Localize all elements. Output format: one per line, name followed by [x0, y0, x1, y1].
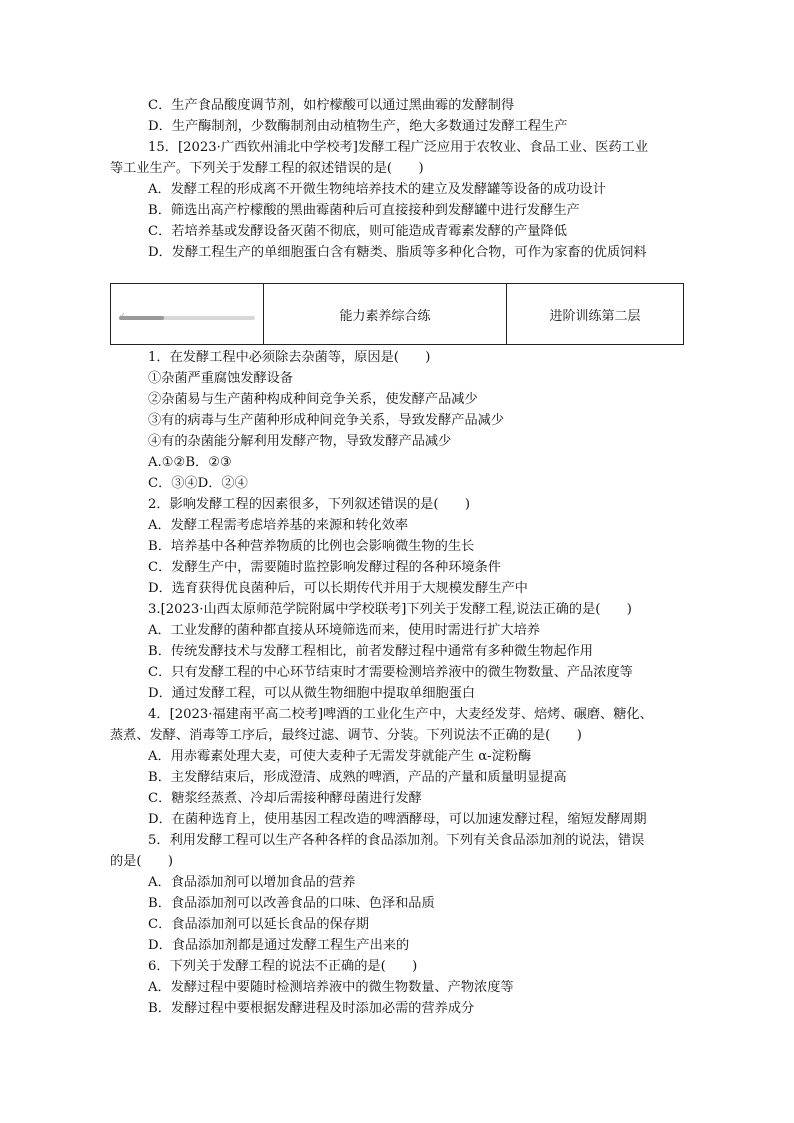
text-line: D．选育获得优良菌种后，可以长期传代并用于大规模发酵生产中	[148, 581, 528, 596]
text-line: A．发酵工程的形成离不开微生物纯培养技术的建立及发酵罐等设备的成功设计	[148, 182, 606, 197]
text-line: C．生产食品酸度调节剂，如柠檬酸可以通过黑曲霉的发酵制得	[148, 98, 515, 113]
text-line: ①杂菌严重腐蚀发酵设备	[148, 371, 294, 386]
text-line: B．发酵过程中要根据发酵进程及时添加必需的营养成分	[148, 1001, 475, 1016]
progress-bar	[119, 316, 255, 320]
text-line: B．主发酵结束后，形成澄清、成熟的啤酒，产品的产量和质量明显提高	[148, 770, 567, 785]
text-line: B．食品添加剂可以改善食品的口味、色泽和品质	[148, 896, 435, 911]
section-header	[110, 283, 684, 345]
text-line: B．筛选出高产柠檬酸的黑曲霉菌种后可直接接种到发酵罐中进行发酵生产	[148, 203, 580, 218]
text-line: ②杂菌易与生产菌种构成种间竞争关系，使发酵产品减少	[148, 392, 478, 407]
section-level: 进阶训练第二层	[549, 308, 641, 324]
text-line: C．只有发酵工程的中心环节结束时才需要检测培养液中的微生物数量、产品浓度等	[148, 665, 633, 680]
text-line: 5．利用发酵工程可以生产各种各样的食品添加剂。下列有关食品添加剂的说法，错误	[148, 833, 645, 848]
text-line: 15．[2023·广西钦州浦北中学校考]发酵工程广泛应用于农牧业、食品工业、医药工业	[148, 140, 649, 155]
header-progress-cell	[111, 284, 264, 344]
text-line: C．食品添加剂可以延长食品的保存期	[148, 917, 370, 932]
section-title: 能力素养综合练	[339, 308, 431, 324]
header-level-cell	[507, 284, 683, 344]
text-line: A．食品添加剂可以增加食品的营养	[148, 875, 356, 890]
text-line: A.①②B．②③	[148, 455, 232, 470]
text-line: 3.[2023·山西太原师范学院附属中学校联考]下列关于发酵工程,说法正确的是( )	[148, 602, 632, 617]
question-list	[110, 347, 690, 1019]
text-line: 6．下列关于发酵工程的说法不正确的是( )	[148, 959, 418, 974]
text-line: 4．[2023·福建南平高二校考]啤酒的工业化生产中，大麦经发芽、焙烤、碾磨、糖化、	[148, 707, 653, 722]
text-line: D．食品添加剂都是通过发酵工程生产出来的	[148, 938, 410, 953]
text-line: D．发酵工程生产的单细胞蛋白含有糖类、脂质等多种化合物，可作为家畜的优质饲料	[148, 245, 647, 260]
text-line: C．③④D．②④	[148, 476, 248, 491]
text-line: B．培养基中各种营养物质的比例也会影响微生物的生长	[148, 539, 475, 554]
text-line: C．糖浆经蒸煮、冷却后需接种酵母菌进行发酵	[148, 791, 422, 806]
text-line: D．通过发酵工程，可以从微生物细胞中提取单细胞蛋白	[148, 686, 476, 701]
text-line: A．用赤霉素处理大麦，可使大麦种子无需发芽就能产生 α-淀粉酶	[148, 749, 532, 764]
text-line: 等工业生产。下列关于发酵工程的叙述错误的是( )	[110, 161, 424, 176]
text-line: 2．影响发酵工程的因素很多，下列叙述错误的是( )	[148, 497, 470, 512]
progress-fill	[119, 316, 164, 320]
text-line: C．发酵生产中，需要随时监控影响发酵过程的各种环境条件	[148, 560, 501, 575]
top-question-block	[110, 95, 690, 263]
text-line: B．传统发酵技术与发酵工程相比，前者发酵过程中通常有多种微生物起作用	[148, 644, 593, 659]
text-line: A．工业发酵的菌种都直接从环境筛选而来，使用时需进行扩大培养	[148, 623, 540, 638]
text-line: D．生产酶制剂，少数酶制剂由动植物生产，绝大多数通过发酵工程生产	[148, 119, 568, 134]
text-line: 1．在发酵工程中必须除去杂菌等，原因是( )	[148, 350, 431, 365]
text-line: C．若培养基或发酵设备灭菌不彻底，则可能造成青霉素发酵的产量降低	[148, 224, 567, 239]
header-title-cell	[264, 284, 507, 344]
text-line: A．发酵工程需考虑培养基的来源和转化效率	[148, 518, 409, 533]
text-line: 的是( )	[110, 854, 174, 869]
text-line: 蒸煮、发酵、消毒等工序后，最终过滤、调节、分装。下列说法不正确的是( )	[110, 728, 582, 743]
text-line: ④有的杂菌能分解利用发酵产物，导致发酵产品减少	[148, 434, 452, 449]
text-line: A．发酵过程中要随时检测培养液中的微生物数量、产物浓度等	[148, 980, 514, 995]
text-line: D．在菌种选育上，使用基因工程改造的啤酒酵母，可以加速发酵过程，缩短发酵周期	[148, 812, 647, 827]
text-line: ③有的病毒与生产菌种形成种间竞争关系，导致发酵产品减少	[148, 413, 505, 428]
